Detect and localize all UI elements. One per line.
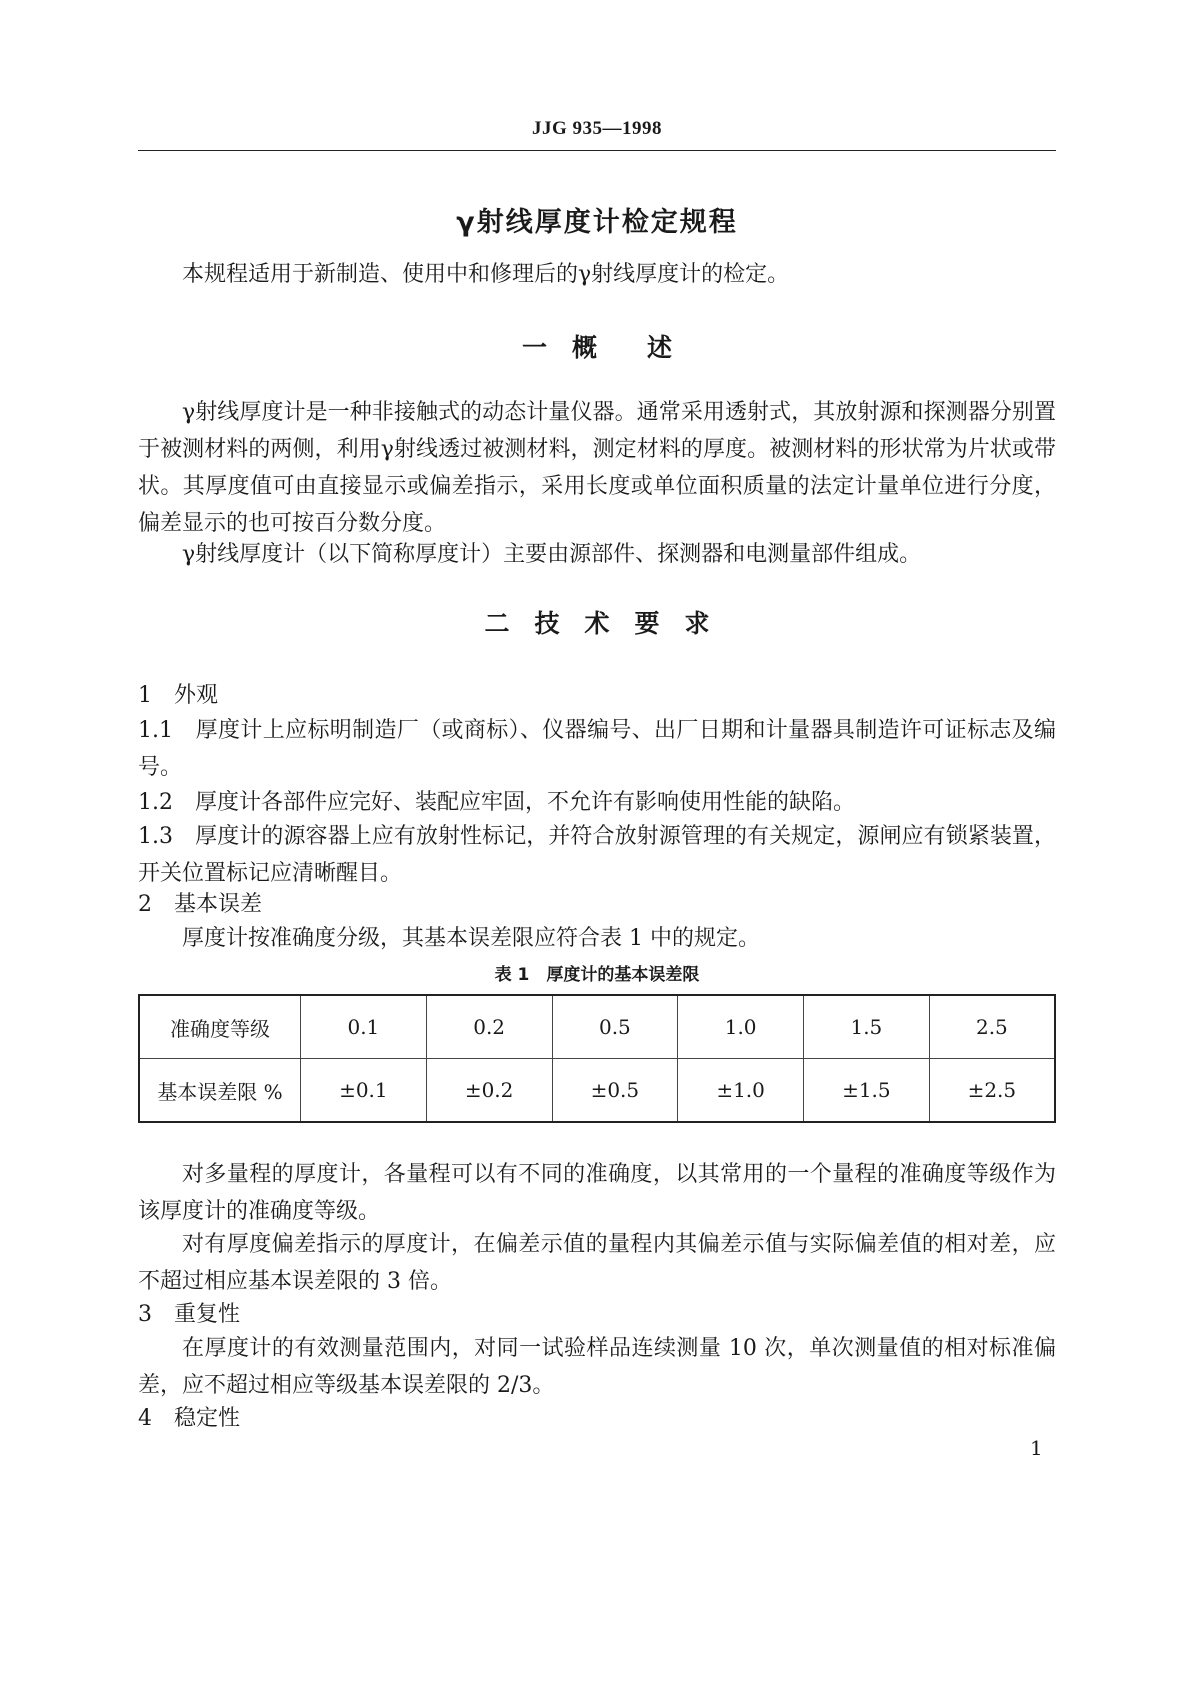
table-cell: ±0.5	[552, 1059, 678, 1123]
deviation-paragraph: 对有厚度偏差指示的厚度计，在偏差示值的量程内其偏差示值与实际偏差值的相对差，应不超过相应基本误差限的 3 倍。	[138, 1232, 1056, 1294]
basic-error-table	[138, 994, 1056, 1123]
section-heading-requirements: 二 技 术 要 求	[484, 609, 710, 638]
page-title: γ射线厚度计检定规程	[456, 207, 738, 238]
table-cell: 0.2	[426, 995, 552, 1059]
table-cell: ±1.0	[678, 1059, 804, 1123]
scope-paragraph: 本规程适用于新制造、使用中和修理后的γ射线厚度计的检定。	[182, 262, 790, 287]
table-row-header: 准确度等级	[139, 995, 301, 1059]
item-3-text: 在厚度计的有效测量范围内，对同一试验样品连续测量 10 次，单次测量值的相对标准偏差，应不超过相应等级基本误差限的 2/3。	[138, 1336, 1056, 1398]
table-row	[139, 1059, 1055, 1123]
page-number: 1	[1030, 1436, 1043, 1460]
table-cell: 0.1	[301, 995, 427, 1059]
item-1-1: 1.1 厚度计上应标明制造厂（或商标）、仪器编号、出厂日期和计量器具制造许可证标志及编号。	[138, 718, 1056, 780]
table-row-header: 基本误差限 %	[139, 1059, 301, 1123]
item-1-3: 1.3 厚度计的源容器上应有放射性标记，并符合放射源管理的有关规定，源闸应有锁紧装置，开关位置标记应清晰醒目。	[138, 824, 1056, 886]
item-3-repeatability: 3 重复性	[138, 1302, 240, 1327]
header-rule	[138, 150, 1056, 151]
document-code: JJG 935—1998	[531, 118, 663, 139]
table-cell: ±0.1	[301, 1059, 427, 1123]
item-2-text: 厚度计按准确度分级，其基本误差限应符合表 1 中的规定。	[182, 926, 760, 951]
table-cell: 0.5	[552, 995, 678, 1059]
table-cell: 1.0	[678, 995, 804, 1059]
item-4-stability: 4 稳定性	[138, 1406, 240, 1431]
table-row	[139, 995, 1055, 1059]
item-1-appearance: 1 外观	[138, 683, 218, 708]
item-2-basic-error: 2 基本误差	[138, 892, 262, 917]
table-cell: 1.5	[804, 995, 930, 1059]
overview-paragraph-2: γ射线厚度计（以下简称厚度计）主要由源部件、探测器和电测量部件组成。	[182, 542, 922, 567]
table-cell: ±1.5	[804, 1059, 930, 1123]
table-caption: 表 1 厚度计的基本误差限	[494, 965, 700, 985]
overview-paragraph-1: γ射线厚度计是一种非接触式的动态计量仪器。通常采用透射式，其放射源和探测器分别置于被测材料的两侧，利用γ射线透过被测材料，测定材料的厚度。被测材料的形状常为片状或带状。其厚度值可由直接显示或偏差指示，采用长度或单位面积质量的法定计量单位进行分度，偏差显示的也可按百分数分度。	[138, 400, 1056, 536]
table-cell: ±2.5	[929, 1059, 1055, 1123]
multi-range-paragraph: 对多量程的厚度计，各量程可以有不同的准确度，以其常用的一个量程的准确度等级作为该厚度计的准确度等级。	[138, 1162, 1056, 1224]
table-cell: ±0.2	[426, 1059, 552, 1123]
table-cell: 2.5	[929, 995, 1055, 1059]
section-heading-overview: 一 概 述	[521, 333, 672, 362]
item-1-2: 1.2 厚度计各部件应完好、装配应牢固，不允许有影响使用性能的缺陷。	[138, 790, 855, 815]
